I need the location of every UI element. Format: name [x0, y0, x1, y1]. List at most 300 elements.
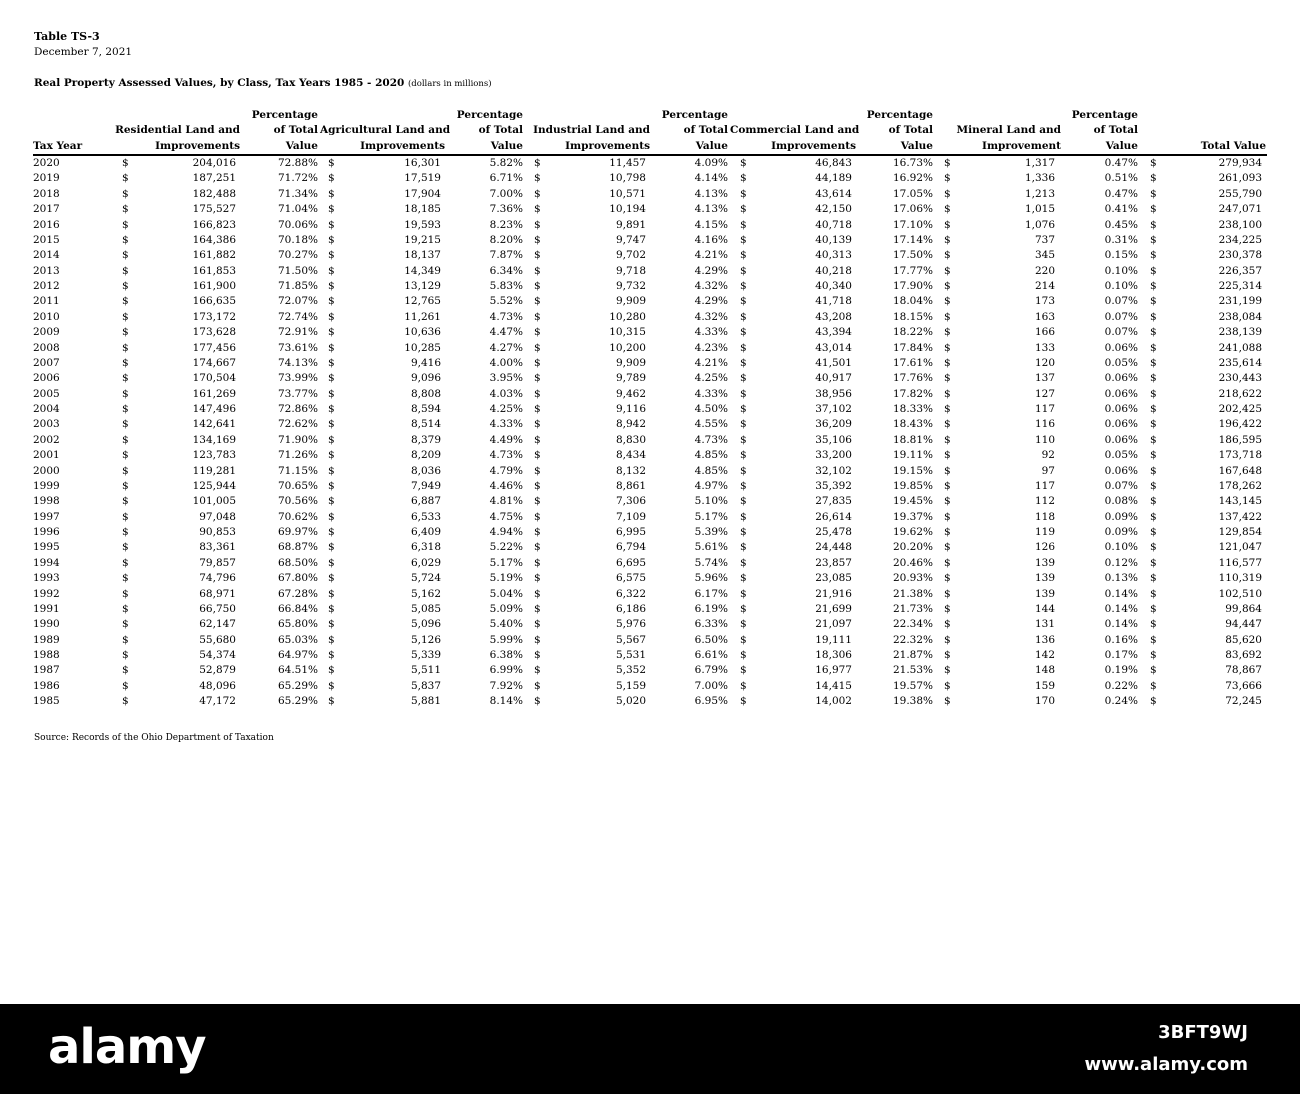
cell-total: 241,088: [1218, 341, 1262, 354]
cell-commercial-pct: 18.81%: [892, 433, 933, 446]
cell-tax-year: 2013: [33, 264, 60, 277]
cell-commercial: 43,614: [815, 187, 852, 200]
cell-mineral: 159: [1034, 679, 1055, 692]
cell-commercial: 36,209: [815, 418, 852, 431]
cell-industrial: 6,794: [615, 541, 646, 554]
currency-symbol: $: [944, 233, 951, 246]
cell-mineral: 163: [1034, 310, 1055, 323]
cell-mineral-pct: 0.24%: [1104, 695, 1138, 708]
cell-mineral-pct: 0.05%: [1104, 356, 1138, 369]
table-row: [0, 510, 1300, 525]
cell-commercial-pct: 17.84%: [892, 341, 933, 354]
currency-symbol: $: [740, 572, 747, 585]
cell-commercial: 23,857: [815, 556, 852, 569]
cell-industrial: 5,567: [615, 633, 646, 646]
cell-mineral: 214: [1034, 280, 1055, 292]
cell-total: 102,510: [1218, 587, 1262, 600]
cell-agricultural-pct: 8.20%: [489, 233, 523, 246]
cell-mineral: 126: [1034, 541, 1055, 554]
header-industrial-pct: [655, 108, 728, 155]
cell-mineral-pct: 0.06%: [1104, 372, 1138, 385]
cell-industrial: 8,132: [615, 464, 646, 477]
currency-symbol: $: [944, 326, 951, 339]
cell-agricultural: 7,949: [410, 479, 441, 492]
header-line: Total Value: [1200, 139, 1266, 152]
cell-tax-year: 2002: [33, 433, 60, 446]
cell-total: 247,071: [1218, 203, 1262, 216]
cell-agricultural: 8,379: [410, 433, 441, 446]
currency-symbol: $: [122, 679, 129, 692]
table-row: [0, 694, 1300, 709]
cell-residential: 101,005: [192, 495, 236, 508]
cell-commercial-pct: 19.37%: [892, 510, 933, 523]
cell-industrial-pct: 4.85%: [694, 464, 728, 477]
currency-symbol: $: [1150, 679, 1157, 692]
cell-residential: 173,628: [192, 326, 236, 339]
cell-residential-pct: 71.72%: [277, 172, 318, 185]
cell-agricultural-pct: 5.40%: [489, 618, 523, 631]
cell-residential: 161,269: [192, 387, 236, 400]
cell-mineral: 1,076: [1024, 218, 1055, 231]
currency-symbol: $: [944, 556, 951, 569]
cell-industrial: 9,718: [615, 264, 646, 277]
header-commercial-pct: [860, 108, 933, 155]
cell-mineral: 737: [1034, 233, 1055, 246]
header-line: of Total: [478, 124, 523, 136]
currency-symbol: $: [328, 587, 335, 600]
header-line: Improvements: [565, 139, 650, 152]
currency-symbol: $: [534, 495, 541, 508]
cell-total: 178,262: [1218, 479, 1262, 492]
cell-commercial: 35,106: [815, 433, 852, 446]
currency-symbol: $: [1150, 464, 1157, 477]
currency-symbol: $: [740, 295, 747, 308]
cell-industrial-pct: 5.74%: [694, 556, 728, 569]
table-row: [0, 448, 1300, 463]
cell-residential-pct: 65.29%: [277, 695, 318, 708]
currency-symbol: $: [534, 664, 541, 677]
cell-mineral: 139: [1034, 572, 1055, 585]
cell-agricultural: 6,887: [410, 495, 441, 508]
currency-symbol: $: [944, 418, 951, 431]
currency-symbol: $: [1150, 310, 1157, 323]
cell-industrial-pct: 4.50%: [694, 403, 728, 415]
cell-industrial-pct: 4.32%: [694, 280, 728, 292]
cell-commercial: 23,085: [815, 572, 852, 585]
cell-mineral-pct: 0.09%: [1104, 510, 1138, 523]
cell-industrial: 6,995: [615, 526, 646, 538]
cell-mineral-pct: 0.09%: [1104, 526, 1138, 538]
currency-symbol: $: [534, 649, 541, 661]
cell-industrial-pct: 5.10%: [694, 495, 728, 508]
currency-symbol: $: [740, 372, 747, 385]
cell-residential: 164,386: [192, 233, 236, 246]
cell-residential-pct: 64.97%: [277, 649, 318, 661]
cell-residential-pct: 71.34%: [277, 187, 318, 200]
cell-tax-year: 2019: [33, 172, 60, 185]
cell-mineral-pct: 0.45%: [1104, 218, 1138, 231]
cell-mineral-pct: 0.47%: [1104, 187, 1138, 200]
currency-symbol: $: [944, 280, 951, 292]
cell-mineral: 117: [1034, 479, 1055, 492]
cell-commercial: 33,200: [815, 449, 852, 462]
cell-mineral-pct: 0.22%: [1104, 679, 1138, 692]
currency-symbol: $: [944, 602, 951, 615]
cell-tax-year: 1988: [33, 649, 60, 661]
cell-commercial-pct: 21.53%: [892, 664, 933, 677]
currency-symbol: $: [122, 172, 129, 185]
table-row: [0, 233, 1300, 248]
cell-industrial: 5,020: [615, 695, 646, 708]
cell-tax-year: 1989: [33, 633, 60, 646]
currency-symbol: $: [122, 203, 129, 216]
currency-symbol: $: [740, 679, 747, 692]
cell-total: 202,425: [1218, 403, 1262, 415]
currency-symbol: $: [1150, 295, 1157, 308]
cell-commercial-pct: 16.73%: [892, 157, 933, 169]
cell-agricultural: 17,519: [404, 172, 441, 185]
table-row: [0, 279, 1300, 294]
cell-industrial-pct: 4.13%: [694, 203, 728, 216]
cell-industrial-pct: 4.21%: [694, 356, 728, 369]
cell-tax-year: 2016: [33, 218, 60, 231]
cell-tax-year: 1986: [33, 679, 60, 692]
cell-residential-pct: 71.50%: [277, 264, 318, 277]
cell-total: 99,864: [1225, 602, 1262, 615]
cell-agricultural: 13,129: [404, 280, 441, 292]
image-id: 3BFT9WJ: [1158, 1022, 1248, 1043]
cell-mineral-pct: 0.06%: [1104, 464, 1138, 477]
cell-commercial: 21,699: [815, 602, 852, 615]
currency-symbol: $: [944, 387, 951, 400]
cell-mineral-pct: 0.13%: [1104, 572, 1138, 585]
currency-symbol: $: [740, 495, 747, 508]
currency-symbol: $: [122, 449, 129, 462]
cell-agricultural: 10,285: [404, 341, 441, 354]
cell-agricultural: 9,416: [410, 356, 441, 369]
cell-tax-year: 2001: [33, 449, 60, 462]
currency-symbol: $: [122, 326, 129, 339]
currency-symbol: $: [944, 510, 951, 523]
cell-industrial: 5,531: [615, 649, 646, 661]
cell-agricultural-pct: 5.17%: [489, 556, 523, 569]
cell-industrial-pct: 4.33%: [694, 326, 728, 339]
cell-agricultural-pct: 5.52%: [489, 295, 523, 308]
cell-industrial: 7,109: [615, 510, 646, 523]
cell-mineral: 92: [1041, 449, 1055, 462]
currency-symbol: $: [328, 449, 335, 462]
currency-symbol: $: [740, 602, 747, 615]
alamy-logo: alamy: [48, 1019, 206, 1075]
cell-industrial-pct: 4.29%: [694, 264, 728, 277]
currency-symbol: $: [944, 618, 951, 631]
cell-agricultural: 14,349: [404, 264, 441, 277]
cell-commercial-pct: 19.45%: [892, 495, 933, 508]
currency-symbol: $: [1150, 326, 1157, 339]
currency-symbol: $: [122, 418, 129, 431]
currency-symbol: $: [328, 187, 335, 200]
currency-symbol: $: [534, 433, 541, 446]
cell-commercial: 42,150: [815, 203, 852, 216]
currency-symbol: $: [122, 556, 129, 569]
cell-agricultural-pct: 4.73%: [489, 310, 523, 323]
currency-symbol: $: [122, 602, 129, 615]
cell-tax-year: 2007: [33, 356, 60, 369]
cell-mineral-pct: 0.51%: [1104, 172, 1138, 185]
cell-residential: 147,496: [192, 403, 236, 415]
currency-symbol: $: [944, 203, 951, 216]
cell-commercial: 40,718: [815, 218, 852, 231]
cell-tax-year: 2018: [33, 187, 60, 200]
cell-agricultural-pct: 4.00%: [489, 356, 523, 369]
currency-symbol: $: [534, 510, 541, 523]
cell-commercial: 40,917: [815, 372, 852, 385]
cell-industrial: 10,280: [609, 310, 646, 323]
currency-symbol: $: [122, 341, 129, 354]
cell-agricultural: 5,096: [410, 618, 441, 631]
cell-residential: 47,172: [199, 695, 236, 708]
cell-total: 78,867: [1225, 664, 1262, 677]
cell-industrial-pct: 4.55%: [694, 418, 728, 431]
cell-mineral-pct: 0.19%: [1104, 664, 1138, 677]
cell-residential-pct: 65.03%: [277, 633, 318, 646]
cell-residential: 182,488: [192, 187, 236, 200]
cell-residential-pct: 70.06%: [277, 218, 318, 231]
site-url: www.alamy.com: [1084, 1054, 1248, 1075]
cell-industrial-pct: 4.97%: [694, 479, 728, 492]
cell-commercial-pct: 17.77%: [892, 264, 933, 277]
cell-total: 230,443: [1218, 372, 1262, 385]
currency-symbol: $: [1150, 602, 1157, 615]
cell-commercial: 14,002: [815, 695, 852, 708]
header-line: Improvements: [155, 139, 240, 152]
cell-mineral: 133: [1034, 341, 1055, 354]
cell-total: 255,790: [1218, 187, 1262, 200]
currency-symbol: $: [122, 403, 129, 415]
currency-symbol: $: [328, 464, 335, 477]
cell-agricultural-pct: 6.71%: [489, 172, 523, 185]
currency-symbol: $: [944, 449, 951, 462]
cell-mineral: 1,317: [1024, 157, 1055, 169]
cell-commercial-pct: 17.90%: [892, 280, 933, 292]
cell-agricultural-pct: 7.87%: [489, 249, 523, 262]
table-row: [0, 371, 1300, 386]
cell-commercial: 38,956: [815, 387, 852, 400]
cell-residential-pct: 71.15%: [277, 464, 318, 477]
currency-symbol: $: [328, 618, 335, 631]
header-line: Percentage: [661, 108, 728, 121]
currency-symbol: $: [122, 479, 129, 492]
currency-symbol: $: [944, 495, 951, 508]
cell-industrial: 7,306: [615, 495, 646, 508]
cell-commercial-pct: 17.14%: [892, 233, 933, 246]
cell-total: 234,225: [1218, 233, 1262, 246]
table-row: [0, 479, 1300, 494]
currency-symbol: $: [328, 633, 335, 646]
cell-commercial-pct: 18.43%: [892, 418, 933, 431]
currency-symbol: $: [534, 556, 541, 569]
currency-symbol: $: [1150, 187, 1157, 200]
table-row: [0, 679, 1300, 694]
cell-residential-pct: 70.27%: [277, 249, 318, 262]
cell-commercial: 43,014: [815, 341, 852, 354]
cell-commercial: 19,111: [815, 633, 852, 646]
currency-symbol: $: [1150, 479, 1157, 492]
cell-mineral-pct: 0.10%: [1104, 280, 1138, 292]
cell-residential: 119,281: [192, 464, 236, 477]
cell-industrial-pct: 6.19%: [694, 602, 728, 615]
cell-industrial-pct: 5.96%: [694, 572, 728, 585]
cell-industrial: 6,186: [615, 602, 646, 615]
cell-industrial-pct: 4.15%: [694, 218, 728, 231]
cell-commercial: 35,392: [815, 479, 852, 492]
cell-commercial: 44,189: [815, 172, 852, 185]
cell-residential: 123,783: [192, 449, 236, 462]
cell-agricultural-pct: 4.27%: [489, 341, 523, 354]
source-note: Source: Records of the Ohio Department of Taxation: [34, 733, 274, 743]
currency-symbol: $: [534, 618, 541, 631]
table-row: [0, 264, 1300, 279]
cell-mineral: 112: [1034, 495, 1055, 508]
currency-symbol: $: [328, 418, 335, 431]
currency-symbol: $: [1150, 510, 1157, 523]
cell-agricultural-pct: 4.03%: [489, 387, 523, 400]
currency-symbol: $: [122, 295, 129, 308]
currency-symbol: $: [740, 187, 747, 200]
cell-commercial-pct: 21.73%: [892, 602, 933, 615]
header-line: Percentage: [1071, 108, 1138, 121]
table-row: [0, 648, 1300, 663]
cell-commercial: 41,501: [815, 356, 852, 369]
cell-agricultural: 6,533: [410, 510, 441, 523]
cell-commercial-pct: 20.20%: [892, 541, 933, 554]
cell-industrial-pct: 5.39%: [694, 526, 728, 538]
table-header: [0, 108, 1300, 154]
currency-symbol: $: [328, 479, 335, 492]
cell-agricultural-pct: 5.22%: [489, 541, 523, 554]
currency-symbol: $: [534, 187, 541, 200]
cell-agricultural-pct: 3.95%: [489, 372, 523, 385]
cell-mineral: 144: [1034, 602, 1055, 615]
cell-mineral-pct: 0.06%: [1104, 418, 1138, 431]
cell-industrial-pct: 6.17%: [694, 587, 728, 600]
cell-total: 121,047: [1218, 541, 1262, 554]
cell-mineral: 170: [1034, 695, 1055, 708]
cell-agricultural-pct: 4.49%: [489, 433, 523, 446]
header-line: Value: [695, 139, 728, 152]
cell-total: 137,422: [1218, 510, 1262, 523]
currency-symbol: $: [534, 218, 541, 231]
cell-commercial: 25,478: [815, 526, 852, 538]
cell-mineral-pct: 0.15%: [1104, 249, 1138, 262]
cell-mineral-pct: 0.05%: [1104, 449, 1138, 462]
table-row: [0, 633, 1300, 648]
cell-mineral: 1,336: [1024, 172, 1055, 185]
currency-symbol: $: [1150, 526, 1157, 538]
cell-agricultural: 12,765: [404, 295, 441, 308]
currency-symbol: $: [1150, 572, 1157, 585]
cell-commercial: 16,977: [815, 664, 852, 677]
cell-agricultural: 8,808: [410, 387, 441, 400]
currency-symbol: $: [122, 218, 129, 231]
cell-mineral-pct: 0.06%: [1104, 403, 1138, 415]
cell-industrial-pct: 7.00%: [694, 679, 728, 692]
cell-agricultural-pct: 7.00%: [489, 187, 523, 200]
document-date: December 7, 2021: [34, 46, 133, 58]
cell-industrial-pct: 4.25%: [694, 372, 728, 385]
cell-commercial-pct: 19.62%: [892, 526, 933, 538]
table-row: [0, 156, 1300, 171]
currency-symbol: $: [328, 602, 335, 615]
currency-symbol: $: [740, 449, 747, 462]
cell-industrial: 5,352: [615, 664, 646, 677]
cell-commercial-pct: 20.46%: [892, 556, 933, 569]
cell-agricultural-pct: 6.34%: [489, 264, 523, 277]
cell-commercial-pct: 22.32%: [892, 633, 933, 646]
cell-residential: 161,882: [192, 249, 236, 262]
cell-commercial-pct: 17.05%: [892, 187, 933, 200]
cell-residential: 90,853: [199, 526, 236, 538]
table-body: [0, 156, 1300, 710]
currency-symbol: $: [328, 695, 335, 708]
cell-industrial: 10,315: [609, 326, 646, 339]
cell-residential: 79,857: [199, 556, 236, 569]
cell-industrial: 9,789: [615, 372, 646, 385]
currency-symbol: $: [534, 541, 541, 554]
currency-symbol: $: [1150, 387, 1157, 400]
header-line: Industrial Land and: [533, 124, 650, 136]
cell-mineral: 120: [1034, 356, 1055, 369]
cell-residential: 166,635: [192, 295, 236, 308]
table-row: [0, 587, 1300, 602]
cell-tax-year: 1997: [33, 510, 60, 523]
cell-industrial: 11,457: [609, 157, 646, 169]
currency-symbol: $: [328, 526, 335, 538]
table-row: [0, 310, 1300, 325]
cell-industrial: 5,159: [615, 679, 646, 692]
cell-residential: 174,667: [192, 356, 236, 369]
currency-symbol: $: [122, 649, 129, 661]
cell-mineral-pct: 0.47%: [1104, 157, 1138, 169]
cell-agricultural: 5,085: [410, 602, 441, 615]
cell-mineral-pct: 0.17%: [1104, 649, 1138, 661]
cell-industrial-pct: 4.09%: [694, 157, 728, 169]
cell-tax-year: 1985: [33, 695, 60, 708]
cell-industrial: 9,909: [615, 295, 646, 308]
currency-symbol: $: [1150, 172, 1157, 185]
table-row: [0, 402, 1300, 417]
cell-residential: 66,750: [199, 602, 236, 615]
cell-residential-pct: 73.99%: [277, 372, 318, 385]
cell-agricultural-pct: 5.83%: [489, 280, 523, 292]
cell-agricultural-pct: 4.33%: [489, 418, 523, 431]
cell-total: 225,314: [1218, 280, 1262, 292]
header-total: [1170, 139, 1266, 155]
cell-mineral-pct: 0.31%: [1104, 233, 1138, 246]
header-line: Tax Year: [33, 139, 83, 152]
header-line: of Total: [683, 124, 728, 136]
cell-mineral: 173: [1034, 295, 1055, 308]
currency-symbol: $: [328, 341, 335, 354]
cell-industrial: 9,747: [615, 233, 646, 246]
cell-residential-pct: 70.18%: [277, 233, 318, 246]
currency-symbol: $: [740, 157, 747, 169]
cell-commercial-pct: 22.34%: [892, 618, 933, 631]
cell-mineral-pct: 0.06%: [1104, 433, 1138, 446]
currency-symbol: $: [534, 356, 541, 369]
cell-industrial-pct: 6.95%: [694, 695, 728, 708]
cell-commercial-pct: 17.61%: [892, 356, 933, 369]
